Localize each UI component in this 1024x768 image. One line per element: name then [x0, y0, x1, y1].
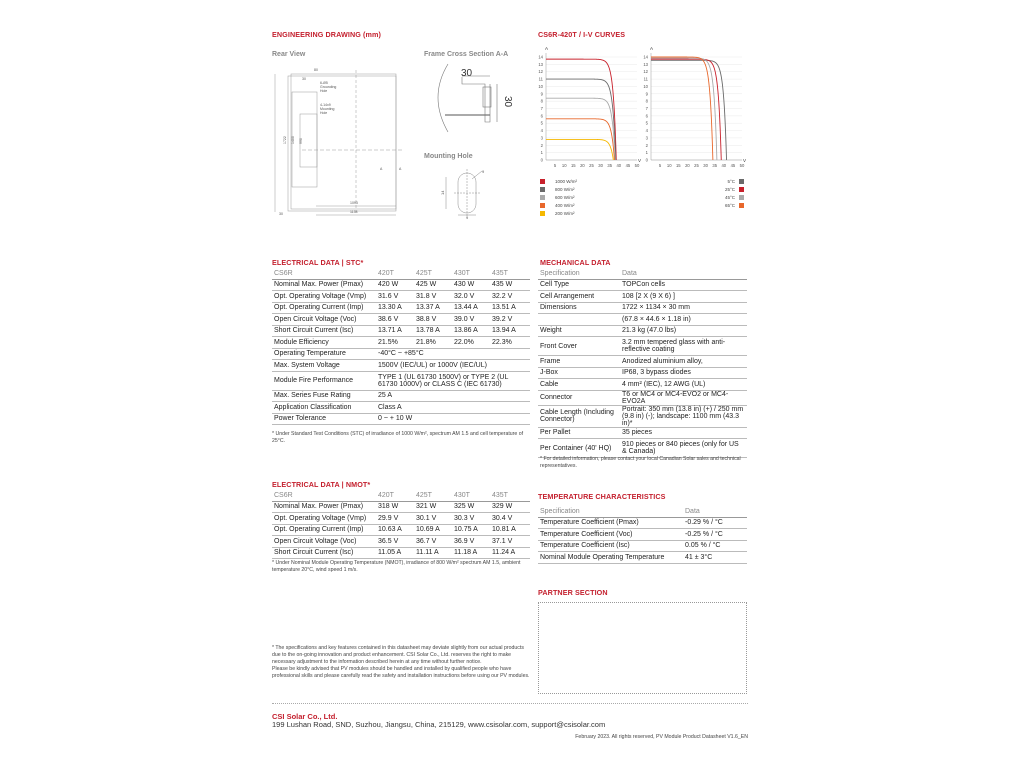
legend-item	[700, 177, 744, 185]
legend-item	[700, 185, 744, 193]
cell-value: 435 W	[490, 279, 530, 291]
column-header: 420T	[376, 268, 414, 279]
cross-section-height: 30	[502, 96, 513, 108]
dim-1093: 1093	[350, 201, 358, 205]
table-row	[272, 513, 530, 525]
cell-value: 11.11 A	[414, 547, 452, 559]
legend-item	[540, 209, 577, 217]
row-label: Cable	[538, 379, 620, 391]
y-tick-label: 7	[645, 106, 648, 111]
frame-cross-section-drawing	[430, 62, 520, 137]
y-tick-label: 1	[540, 150, 543, 156]
table-row	[538, 356, 747, 368]
cell-value: 21.3 kg (47.0 lbs)	[620, 325, 747, 337]
grounding-hole-label: Grounding	[320, 85, 337, 89]
legend-swatch	[540, 211, 545, 216]
table-row	[538, 291, 747, 303]
y-tick-label: 6	[645, 113, 648, 119]
x-tick-label: 40	[616, 163, 622, 168]
row-label: Opt. Operating Current (Imp)	[272, 302, 376, 314]
y-axis-label: A	[545, 46, 549, 51]
legend-item	[540, 201, 577, 209]
row-label: Front Cover	[538, 337, 620, 356]
legend-irradiance	[540, 177, 577, 217]
table-row	[272, 325, 530, 337]
row-label: Open Circuit Voltage (Voc)	[272, 536, 376, 548]
row-label: Opt. Operating Voltage (Vmp)	[272, 513, 376, 525]
legend-swatch	[540, 179, 545, 184]
y-tick-label: 10	[643, 83, 648, 89]
x-tick-label: 45	[730, 163, 736, 168]
mechanical-note: * For detailed information, please contact your local Canadian Solar sales and technical representatives.	[540, 456, 741, 469]
table-row	[538, 529, 747, 541]
iv-curve	[651, 58, 717, 160]
x-tick-label: 45	[625, 163, 631, 168]
row-label: Opt. Operating Voltage (Vmp)	[272, 291, 376, 303]
cell-value: 0.05 % / °C	[683, 540, 747, 552]
stc-title: ELECTRICAL DATA | STC*	[272, 258, 364, 267]
cell-value: 4 mm² (IEC), 12 AWG (UL)	[620, 379, 747, 391]
cell-value: Anodized aluminium alloy,	[620, 356, 747, 368]
row-label: J-Box	[538, 367, 620, 379]
cell-value: 13.30 A	[376, 302, 414, 314]
legend-item	[700, 201, 744, 209]
cell-value: 0 ~ + 10 W	[376, 413, 530, 425]
cell-value: TYPE 1 (UL 61730 1500V) or TYPE 2 (UL 61730 1000V) or CLASS C (IEC 61730)	[376, 371, 530, 390]
cell-value: -40°C ~ +85°C	[376, 348, 530, 360]
temperature-title: TEMPERATURE CHARACTERISTICS	[538, 492, 666, 501]
cross-section-width: 30	[461, 68, 473, 79]
row-label: Short Circuit Current (Isc)	[272, 325, 376, 337]
x-tick-label: 35	[712, 163, 718, 168]
row-label: Module Fire Performance	[272, 371, 376, 390]
y-tick-label: 3	[540, 135, 543, 141]
y-tick-label: 11	[538, 76, 543, 82]
iv-curve	[546, 139, 613, 160]
table-row	[538, 427, 747, 439]
dim-990: 990	[299, 138, 303, 144]
table-row	[272, 360, 530, 372]
partner-title: PARTNER SECTION	[538, 588, 608, 597]
legend-item	[700, 193, 744, 201]
cell-value: 3.2 mm tempered glass with anti-reflective coating	[620, 337, 747, 356]
x-tick-label: 25	[589, 163, 594, 168]
table-row	[272, 390, 530, 402]
table-row	[272, 291, 530, 303]
cell-value: 32.2 V	[490, 291, 530, 303]
legend-label: 400 W/m²	[555, 202, 575, 208]
cell-value: 13.86 A	[452, 325, 490, 337]
x-axis-label: V	[743, 158, 747, 163]
mounting-hole-height: 14	[440, 190, 445, 195]
row-label: Power Tolerance	[272, 413, 376, 425]
legend-swatch	[739, 203, 744, 208]
y-tick-label: 9	[540, 91, 543, 97]
row-label: Nominal Max. Power (Pmax)	[272, 501, 376, 513]
cell-value: 321 W	[414, 501, 452, 513]
cell-value: Class A	[376, 402, 530, 414]
table-row	[272, 279, 530, 291]
table-header-row	[538, 268, 747, 279]
mechanical-table	[538, 268, 747, 458]
column-header: Specification	[538, 506, 683, 517]
cell-value: 910 pieces or 840 pieces (only for US & Canada)	[620, 439, 747, 458]
cell-value: 13.71 A	[376, 325, 414, 337]
rear-view-drawing	[272, 62, 402, 222]
row-label: Per Container (40' HQ)	[538, 439, 620, 458]
cell-value: 22.3%	[490, 337, 530, 349]
table-row	[538, 517, 747, 529]
table-row	[272, 524, 530, 536]
x-tick-label: 40	[721, 163, 727, 168]
legend-label: 25°C	[724, 186, 735, 192]
cell-value: 35 pieces	[620, 427, 747, 439]
cell-value: 10.69 A	[414, 524, 452, 536]
cell-value: IP68, 3 bypass diodes	[620, 367, 747, 379]
cell-value: 329 W	[490, 501, 530, 513]
table-row	[272, 547, 530, 559]
partner-box	[538, 602, 747, 694]
row-label: Open Circuit Voltage (Voc)	[272, 314, 376, 326]
section-marker: A	[380, 167, 383, 171]
y-tick-label: 5	[645, 120, 648, 126]
column-header: 425T	[414, 490, 452, 501]
y-axis-label: A	[650, 46, 654, 51]
column-header: 430T	[452, 268, 490, 279]
cell-value: 38.8 V	[414, 314, 452, 326]
y-tick-label: 0	[540, 157, 543, 163]
cell-value: Portrait: 350 mm (13.8 in) (+) / 250 mm (9.8 in) (-); landscape: 1100 mm (43.3 in)*	[620, 405, 747, 427]
cell-value: 420 W	[376, 279, 414, 291]
table-row	[272, 413, 530, 425]
temperature-table	[538, 506, 747, 564]
row-label: Nominal Max. Power (Pmax)	[272, 279, 376, 291]
table-row	[272, 337, 530, 349]
mounting-hole-callout: 4-14x9	[320, 103, 331, 107]
iv-curve	[546, 98, 615, 160]
y-tick-label: 4	[540, 128, 543, 134]
cell-value: 11.24 A	[490, 547, 530, 559]
row-label: Max. System Voltage	[272, 360, 376, 372]
y-tick-label: 9	[645, 91, 648, 97]
nmot-note: * Under Nominal Module Operating Temperature (NMOT), irradiance of 800 W/m² spectrum AM 1.5, ambient temperature 20°C, wind speed 1 m/s.	[272, 560, 521, 573]
row-label	[538, 314, 620, 326]
row-label: Cell Type	[538, 279, 620, 291]
dim-30-bottom: 30	[279, 212, 283, 216]
legend-item	[540, 185, 577, 193]
cell-value: 21.8%	[414, 337, 452, 349]
legend-swatch	[739, 187, 744, 192]
row-label: Temperature Coefficient (Isc)	[538, 540, 683, 552]
rear-view-label: Rear View	[272, 51, 306, 58]
table-row	[272, 536, 530, 548]
table-row	[538, 390, 747, 405]
cell-value: 21.5%	[376, 337, 414, 349]
row-label: Cell Arrangement	[538, 291, 620, 303]
table-row	[538, 314, 747, 326]
table-header-row	[272, 490, 530, 501]
y-tick-label: 7	[540, 106, 543, 111]
cell-value: 13.37 A	[414, 302, 452, 314]
column-header: CS6R	[272, 268, 376, 279]
cell-value: 10.81 A	[490, 524, 530, 536]
section-marker: A	[399, 167, 402, 171]
table-row	[538, 552, 747, 564]
table-row	[272, 501, 530, 513]
company-address: 199 Lushan Road, SND, Suzhou, Jiangsu, China, 215129, www.csisolar.com, support@csisolar.com	[272, 720, 606, 729]
cell-value: 30.1 V	[414, 513, 452, 525]
legend-label: 65°C	[724, 202, 735, 208]
legend-swatch	[540, 187, 545, 192]
x-tick-label: 50	[739, 163, 745, 168]
table-row	[538, 379, 747, 391]
cell-value: 425 W	[414, 279, 452, 291]
cell-value: 30.4 V	[490, 513, 530, 525]
legend-swatch	[540, 195, 545, 200]
y-tick-label: 10	[538, 83, 543, 89]
cell-value: 10.63 A	[376, 524, 414, 536]
dim-1722: 1722	[283, 136, 287, 144]
row-label: Temperature Coefficient (Voc)	[538, 529, 683, 541]
legend-item	[540, 193, 577, 201]
table-row	[538, 279, 747, 291]
y-tick-label: 11	[643, 76, 648, 82]
x-tick-label: 30	[598, 163, 603, 168]
iv-chart-temperature	[638, 42, 750, 174]
x-tick-label: 35	[607, 163, 613, 168]
y-tick-label: 12	[643, 69, 648, 75]
cell-value: 36.9 V	[452, 536, 490, 548]
legend-temperature	[700, 177, 744, 209]
row-label: Weight	[538, 325, 620, 337]
x-tick-label: 20	[580, 163, 585, 168]
cell-value: TOPCon cells	[620, 279, 747, 291]
table-row	[538, 540, 747, 552]
cell-value: T6 or MC4 or MC4-EVO2 or MC4-EVO2A	[620, 390, 747, 405]
rights-notice: February 2023. All rights reserved, PV Module Product Datasheet V1.6_EN	[575, 734, 748, 740]
mounting-hole-label: Mounting Hole	[424, 153, 473, 160]
iv-curve	[546, 79, 616, 160]
cell-value: 39.0 V	[452, 314, 490, 326]
iv-curve	[546, 59, 616, 160]
column-header: Specification	[538, 268, 620, 279]
cell-value: 41 ± 3°C	[683, 552, 747, 564]
cell-value: -0.29 % / °C	[683, 517, 747, 529]
table-row	[272, 348, 530, 360]
legend-label: 1000 W/m²	[555, 178, 578, 184]
mounting-hole-width: 9	[466, 215, 469, 220]
y-tick-label: 14	[538, 54, 543, 60]
x-tick-label: 10	[561, 163, 567, 168]
dim-1400: 1400	[291, 136, 295, 144]
table-header-row	[538, 506, 747, 517]
column-header: 435T	[490, 490, 530, 501]
legend-swatch	[540, 203, 545, 208]
table-row	[272, 302, 530, 314]
cell-value: 13.94 A	[490, 325, 530, 337]
x-tick-label: 25	[694, 163, 699, 168]
legend-label: 45°C	[724, 194, 735, 200]
cell-value: 37.1 V	[490, 536, 530, 548]
row-label: Max. Series Fuse Rating	[272, 390, 376, 402]
legend-swatch	[739, 195, 744, 200]
table-header-row	[272, 268, 530, 279]
cross-section-label: Frame Cross Section A-A	[424, 51, 509, 58]
column-header: CS6R	[272, 490, 376, 501]
cell-value: 32.0 V	[452, 291, 490, 303]
y-tick-label: 8	[540, 98, 543, 104]
cell-value: 31.8 V	[414, 291, 452, 303]
row-label: Cable Length (Including Connector)	[538, 405, 620, 427]
cell-value: 11.18 A	[452, 547, 490, 559]
column-header: 425T	[414, 268, 452, 279]
table-row	[272, 402, 530, 414]
y-tick-label: 2	[540, 142, 543, 148]
column-header: 420T	[376, 490, 414, 501]
row-label: Opt. Operating Current (Imp)	[272, 524, 376, 536]
cell-value: 1722 × 1134 × 30 mm	[620, 302, 747, 314]
table-row	[272, 371, 530, 390]
mechanical-title: MECHANICAL DATA	[540, 258, 611, 267]
cell-value: 38.6 V	[376, 314, 414, 326]
row-label: Short Circuit Current (Isc)	[272, 547, 376, 559]
x-tick-label: 30	[703, 163, 708, 168]
stc-note: * Under Standard Test Conditions (STC) of irradiance of 1000 W/m², spectrum AM 1.5 and cell temperature of 25°C.	[272, 431, 524, 444]
cell-value: 30.3 V	[452, 513, 490, 525]
y-tick-label: 3	[645, 135, 648, 141]
table-row	[538, 302, 747, 314]
column-header: 435T	[490, 268, 530, 279]
table-row	[538, 439, 747, 458]
dim-1134: 1134	[350, 210, 358, 214]
row-label: Per Pallet	[538, 427, 620, 439]
cell-value: 36.7 V	[414, 536, 452, 548]
y-tick-label: 0	[645, 157, 648, 163]
row-label: Dimensions	[538, 302, 620, 314]
disclaimer-p2: Please be kindly advised that PV modules should be handled and installed by qualified people who have professional skills and please carefully read the safety and installation instructions before using our PV modules.	[272, 666, 530, 679]
x-tick-label: 5	[553, 163, 557, 168]
x-tick-label: 50	[634, 163, 640, 168]
cell-value: 25 A	[376, 390, 530, 402]
nmot-table	[272, 490, 530, 559]
legend-swatch	[739, 179, 744, 184]
y-tick-label: 13	[643, 61, 648, 67]
table-row	[538, 337, 747, 356]
row-label: Frame	[538, 356, 620, 368]
y-tick-label: 2	[645, 142, 648, 148]
footer-divider	[272, 703, 748, 704]
row-label: Operating Temperature	[272, 348, 376, 360]
y-tick-label: 5	[540, 120, 543, 126]
cell-value: 13.51 A	[490, 302, 530, 314]
engineering-title: ENGINEERING DRAWING (mm)	[272, 30, 382, 39]
column-header: Data	[620, 268, 747, 279]
cell-value: 39.2 V	[490, 314, 530, 326]
iv-chart-irradiance	[533, 42, 643, 174]
cell-value: 36.5 V	[376, 536, 414, 548]
disclaimer-p1: * The specifications and key features contained in this datasheet may deviate slightly from our actual products due to the on-going innovation and product enhancement. CSI Solar Co., Ltd. reserves the right to make necessary adjustment to the information described herein at any time without further notice.	[272, 645, 524, 665]
y-tick-label: 8	[645, 98, 648, 104]
y-tick-label: 6	[540, 113, 543, 119]
mounting-hole-radius: 9	[482, 169, 485, 174]
y-tick-label: 1	[645, 150, 648, 156]
mounting-hole-callout: Mounting	[320, 107, 335, 111]
cell-value: 108 [2 X (9 X 6) ]	[620, 291, 747, 303]
cell-value: 13.44 A	[452, 302, 490, 314]
y-tick-label: 4	[645, 128, 648, 134]
x-tick-label: 5	[658, 163, 662, 168]
mounting-hole-drawing	[436, 165, 496, 220]
x-tick-label: 20	[685, 163, 690, 168]
dim-80: 80	[314, 68, 318, 72]
cell-value: (67.8 × 44.6 × 1.18 in)	[620, 314, 747, 326]
legend-label: 200 W/m²	[555, 210, 575, 216]
y-tick-label: 13	[538, 61, 543, 67]
company-name: CSI Solar Co., Ltd.	[272, 712, 338, 721]
cell-value: 29.9 V	[376, 513, 414, 525]
x-tick-label: 15	[675, 163, 681, 168]
x-tick-label: 15	[570, 163, 576, 168]
grounding-hole-label: Hole	[320, 89, 328, 93]
row-label: Nominal Module Operating Temperature	[538, 552, 683, 564]
row-label: Application Classification	[272, 402, 376, 414]
cell-value: 318 W	[376, 501, 414, 513]
dim-30: 30	[302, 77, 306, 81]
table-row	[538, 367, 747, 379]
y-tick-label: 12	[538, 69, 543, 75]
legend-item	[540, 177, 577, 185]
cell-value: 31.6 V	[376, 291, 414, 303]
table-row	[538, 325, 747, 337]
disclaimer	[272, 645, 534, 680]
x-axis-label: V	[638, 158, 642, 163]
cell-value: -0.25 % / °C	[683, 529, 747, 541]
cell-value: 22.0%	[452, 337, 490, 349]
cell-value: 1500V (IEC/UL) or 1000V (IEC/UL)	[376, 360, 530, 372]
table-row	[272, 314, 530, 326]
cell-value: 10.75 A	[452, 524, 490, 536]
column-header: Data	[683, 506, 747, 517]
column-header: 430T	[452, 490, 490, 501]
grounding-hole-label: 6-Ø5	[320, 81, 328, 85]
cell-value: 11.05 A	[376, 547, 414, 559]
legend-label: 5°C	[727, 178, 735, 184]
legend-label: 600 W/m²	[555, 194, 575, 200]
row-label: Temperature Coefficient (Pmax)	[538, 517, 683, 529]
cell-value: 325 W	[452, 501, 490, 513]
iv-title: CS6R-420T / I-V CURVES	[538, 30, 626, 39]
table-row	[538, 405, 747, 427]
cell-value: 13.78 A	[414, 325, 452, 337]
row-label: Module Efficiency	[272, 337, 376, 349]
stc-table	[272, 268, 530, 425]
x-tick-label: 10	[666, 163, 672, 168]
cell-value: 430 W	[452, 279, 490, 291]
nmot-title: ELECTRICAL DATA | NMOT*	[272, 480, 371, 489]
y-tick-label: 14	[643, 54, 648, 60]
row-label: Connector	[538, 390, 620, 405]
legend-label: 800 W/m²	[555, 186, 575, 192]
mounting-hole-callout: Hole	[320, 111, 328, 115]
